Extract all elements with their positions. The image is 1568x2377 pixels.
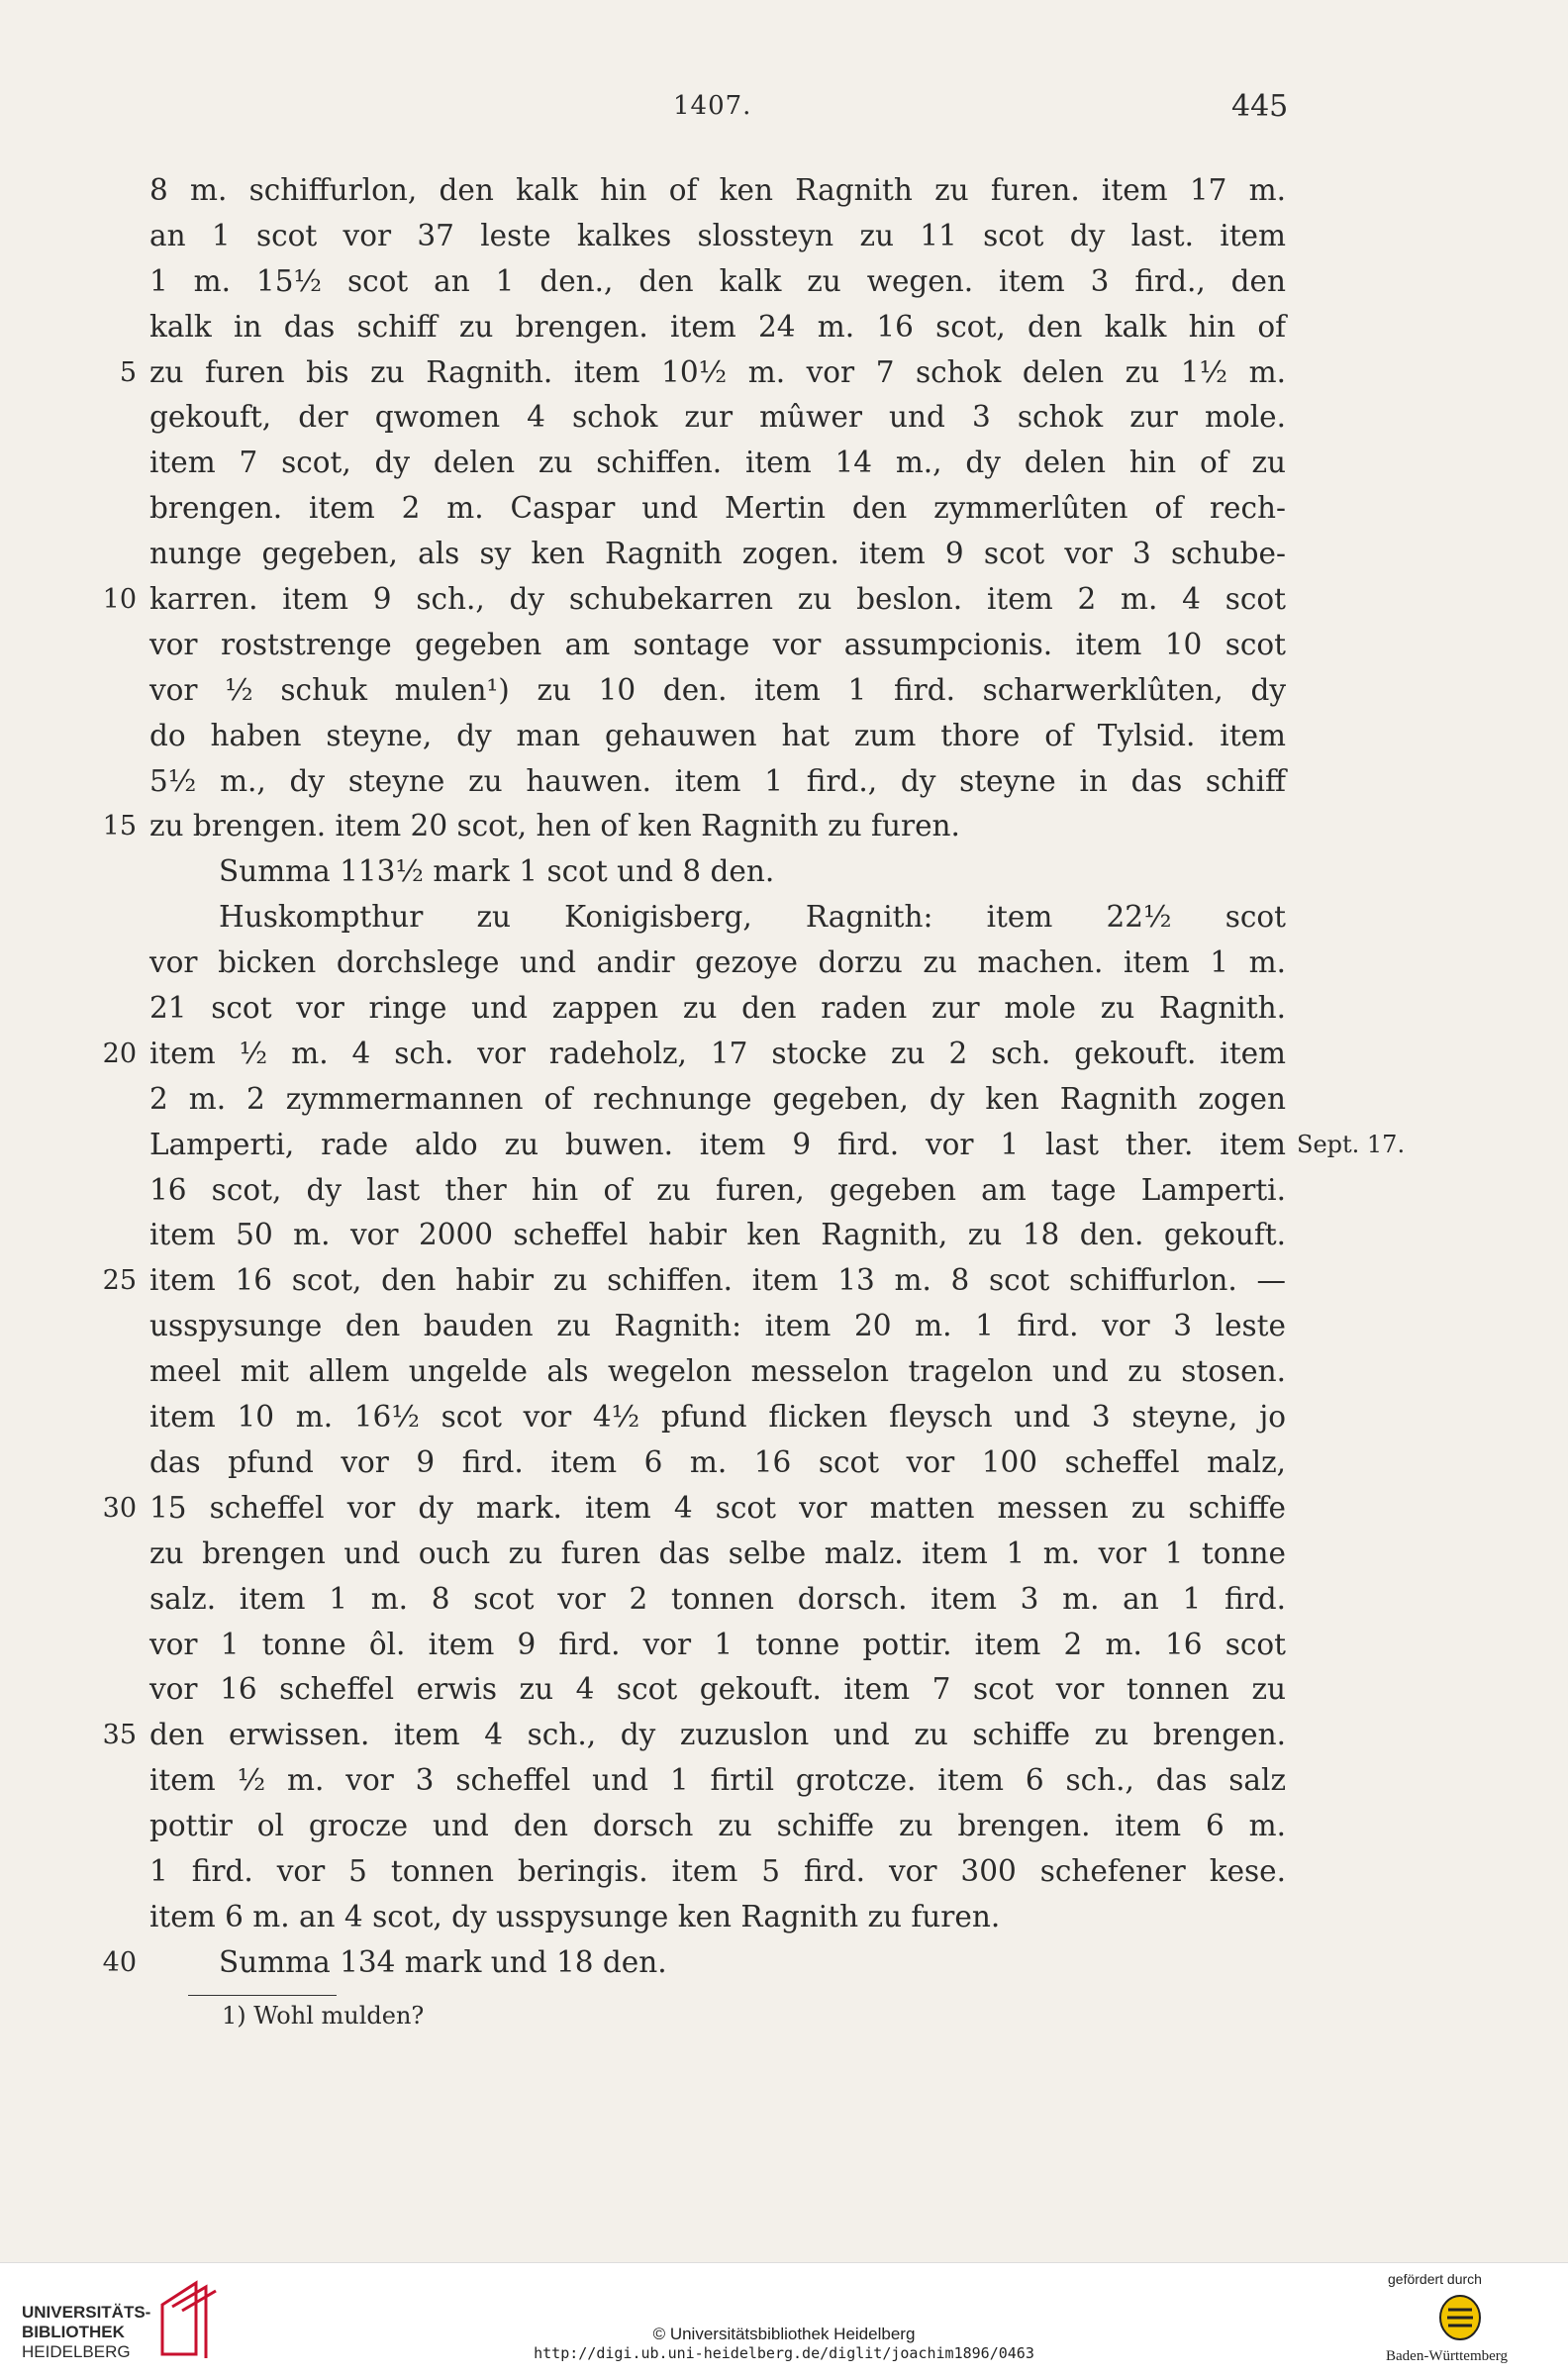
line-text: 2 m. 2 zymmermannen of rechnunge gegeben, dy ken Ragnith zogen bbox=[149, 1081, 1286, 1116]
line-text: item ½ m. 4 sch. vor radeholz, 17 stocke zu 2 sch. gekouft. item bbox=[149, 1036, 1286, 1070]
page-number: 445 bbox=[1231, 89, 1289, 124]
line-text: item 10 m. 16½ scot vor 4½ pfund flicken fleysch und 3 steyne, jo bbox=[149, 1400, 1286, 1435]
line-text: 8 m. schiffurlon, den kalk hin of ken Ragnith zu furen. item 17 m. bbox=[149, 173, 1286, 207]
line-text: 5½ m., dy steyne zu hauwen. item 1 fird., dy steyne in das schiff bbox=[149, 763, 1286, 798]
library-name-line2: BIBLIOTHEK bbox=[22, 2323, 125, 2341]
text-line bbox=[0, 486, 1568, 532]
line-text: vor roststrenge gegeben am sontage vor assumpcionis. item 10 scot bbox=[149, 627, 1286, 661]
line-text: Lamperti, rade aldo zu buwen. item 9 fird. vor 1 last ther. item bbox=[149, 1127, 1286, 1161]
line-text: Summa 113½ mark 1 scot und 8 den. bbox=[219, 854, 775, 889]
text-line bbox=[0, 804, 1568, 849]
margin-note: Sept. 17. bbox=[1297, 1130, 1406, 1158]
header-year: 1407. bbox=[673, 91, 752, 121]
line-text: usspysunge den bauden zu Ragnith: item 20 m. 1 fird. vor 3 leste bbox=[149, 1309, 1286, 1343]
text-line bbox=[0, 532, 1568, 577]
text-line bbox=[0, 941, 1568, 986]
text-line bbox=[0, 1213, 1568, 1258]
library-name-line3: HEIDELBERG bbox=[22, 2342, 131, 2361]
text-line bbox=[0, 895, 1568, 941]
line-text: brengen. item 2 m. Caspar und Mertin den zymmerlûten of rech- bbox=[149, 491, 1286, 526]
line-text: vor ½ schuk mulen¹) zu 10 den. item 1 fird. scharwerklûten, dy bbox=[149, 672, 1286, 707]
line-text: zu brengen und ouch zu furen das selbe malz. item 1 m. vor 1 tonne bbox=[149, 1535, 1286, 1570]
text-line bbox=[0, 986, 1568, 1032]
text-line bbox=[0, 441, 1568, 486]
text-line bbox=[0, 214, 1568, 259]
text-line bbox=[0, 1804, 1568, 1849]
text-line bbox=[0, 1032, 1568, 1077]
line-text: 15 scheffel vor dy mark. item 4 scot vor matten messen zu schiffe bbox=[149, 1490, 1286, 1525]
text-body bbox=[0, 168, 1568, 1986]
line-number: 15 bbox=[102, 811, 137, 842]
line-number: 10 bbox=[102, 584, 137, 616]
line-text: karren. item 9 sch., dy schubekarren zu beslon. item 2 m. 4 scot bbox=[149, 582, 1286, 617]
line-text: item 7 scot, dy delen zu schiffen. item 14 m., dy delen hin of zu bbox=[149, 446, 1286, 480]
line-text: item 6 m. an 4 scot, dy usspysunge ken Ragnith zu furen. bbox=[149, 1899, 1001, 1933]
line-number: 30 bbox=[102, 1492, 137, 1524]
text-line bbox=[0, 714, 1568, 759]
sponsor-name: Baden-Württemberg bbox=[1386, 2348, 1509, 2364]
text-line bbox=[0, 1395, 1568, 1440]
text-line bbox=[0, 350, 1568, 396]
line-text: zu furen bis zu Ragnith. item 10½ m. vor 7 schok delen zu 1½ m. bbox=[149, 354, 1286, 389]
line-text: Summa 134 mark und 18 den. bbox=[219, 1944, 667, 1979]
text-line bbox=[0, 1849, 1568, 1895]
line-text: den erwissen. item 4 sch., dy zuzuslon und zu schiffe zu brengen. bbox=[149, 1718, 1286, 1752]
text-line bbox=[0, 1440, 1568, 1486]
line-text: item 16 scot, den habir zu schiffen. item 13 m. 8 scot schiffurlon. — bbox=[149, 1263, 1286, 1298]
text-line bbox=[0, 1623, 1568, 1668]
text-line bbox=[0, 168, 1568, 214]
text-line bbox=[0, 1667, 1568, 1713]
text-line bbox=[0, 1258, 1568, 1304]
text-line bbox=[0, 577, 1568, 623]
line-text: vor 16 scheffel erwis zu 4 scot gekouft. item 7 scot vor tonnen zu bbox=[149, 1672, 1286, 1707]
line-text: item ½ m. vor 3 scheffel und 1 firtil grotcze. item 6 sch., das salz bbox=[149, 1763, 1286, 1798]
line-number: 25 bbox=[102, 1265, 137, 1297]
copyright-notice: © Universitätsbibliothek Heidelberg bbox=[652, 2325, 916, 2343]
line-text: zu brengen. item 20 scot, hen of ken Ragnith zu furen. bbox=[149, 809, 960, 843]
text-line bbox=[0, 305, 1568, 350]
text-line bbox=[0, 1895, 1568, 1940]
text-line bbox=[0, 1758, 1568, 1804]
line-text: meel mit allem ungelde als wegelon messelon tragelon und zu stosen. bbox=[149, 1354, 1286, 1389]
text-line bbox=[0, 1349, 1568, 1395]
line-text: gekouft, der qwomen 4 schok zur mûwer und 3 schok zur mole. bbox=[149, 400, 1286, 435]
line-text: vor bicken dorchslege und andir gezoye dorzu zu machen. item 1 m. bbox=[149, 945, 1286, 980]
line-text: do haben steyne, dy man gehauwen hat zum thore of Tylsid. item bbox=[149, 718, 1286, 752]
text-line bbox=[0, 1713, 1568, 1758]
text-line bbox=[0, 849, 1568, 895]
line-text: item 50 m. vor 2000 scheffel habir ken Ragnith, zu 18 den. gekouft. bbox=[149, 1218, 1286, 1252]
footnote-rule bbox=[188, 1995, 337, 1996]
line-text: 1 fird. vor 5 tonnen beringis. item 5 fird. vor 300 schefener kese. bbox=[149, 1853, 1286, 1888]
text-line bbox=[0, 259, 1568, 305]
text-line bbox=[0, 1577, 1568, 1623]
line-text: pottir ol grocze und den dorsch zu schiffe zu brengen. item 6 m. bbox=[149, 1809, 1286, 1843]
line-text: 16 scot, dy last ther hin of zu furen, gegeben am tage Lamperti. bbox=[149, 1172, 1286, 1207]
text-line bbox=[0, 1304, 1568, 1349]
line-text: 1 m. 15½ scot an 1 den., den kalk zu wegen. item 3 fird., den bbox=[149, 263, 1286, 298]
text-line bbox=[0, 1168, 1568, 1214]
text-line bbox=[0, 1532, 1568, 1577]
line-number: 5 bbox=[119, 356, 137, 388]
footnote: 1) Wohl mulden? bbox=[222, 2002, 425, 2030]
sponsor-label: gefördert durch bbox=[1388, 2271, 1482, 2287]
footer bbox=[0, 2262, 1568, 2377]
text-line bbox=[0, 759, 1568, 805]
text-line bbox=[0, 1940, 1568, 1986]
text-line bbox=[0, 623, 1568, 668]
coat-of-arms-icon bbox=[1437, 2293, 1483, 2346]
line-text: 21 scot vor ringe und zappen zu den raden zur mole zu Ragnith. bbox=[149, 991, 1286, 1026]
text-line bbox=[0, 1123, 1568, 1168]
line-text: an 1 scot vor 37 leste kalkes slossteyn zu 11 scot dy last. item bbox=[149, 218, 1286, 252]
line-text: Huskompthur zu Konigisberg, Ragnith: item 22½ scot bbox=[219, 900, 1286, 935]
line-text: salz. item 1 m. 8 scot vor 2 tonnen dorsch. item 3 m. an 1 fird. bbox=[149, 1581, 1286, 1616]
text-line bbox=[0, 668, 1568, 714]
line-number: 35 bbox=[102, 1720, 137, 1751]
line-text: vor 1 tonne ôl. item 9 fird. vor 1 tonne pottir. item 2 m. 16 scot bbox=[149, 1627, 1286, 1661]
line-text: nunge gegeben, als sy ken Ragnith zogen. item 9 scot vor 3 schube- bbox=[149, 537, 1286, 571]
line-number: 40 bbox=[102, 1946, 137, 1978]
text-line bbox=[0, 1077, 1568, 1123]
line-text: das pfund vor 9 fird. item 6 m. 16 scot vor 100 scheffel malz, bbox=[149, 1444, 1286, 1479]
library-name-line1: UNIVERSITÄTS- bbox=[22, 2303, 151, 2322]
line-text: kalk in das schiff zu brengen. item 24 m. 16 scot, den kalk hin of bbox=[149, 309, 1286, 344]
text-line bbox=[0, 1486, 1568, 1532]
text-line bbox=[0, 395, 1568, 441]
permalink-url[interactable]: http://digi.ub.uni-heidelberg.de/diglit/joachim1896/0463 bbox=[534, 2344, 1034, 2362]
line-number: 20 bbox=[102, 1038, 137, 1069]
